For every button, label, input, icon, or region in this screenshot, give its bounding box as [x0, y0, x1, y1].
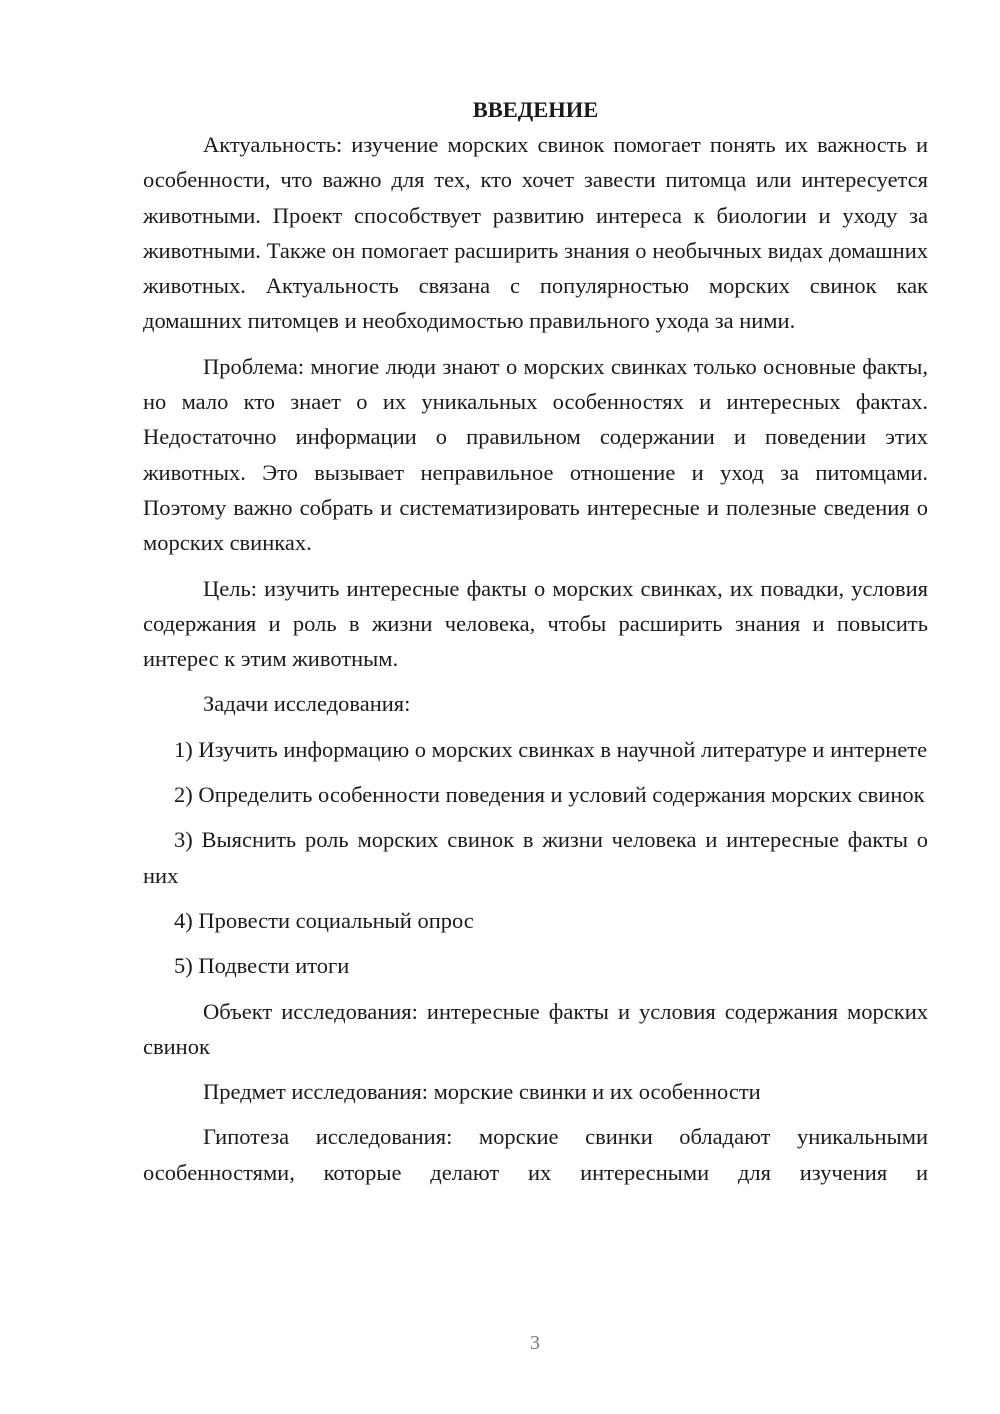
- paragraph-hypothesis: Гипотеза исследования: морские свинки обладают уникальными особенностями, которые делают их интересными для изучения и: [143, 1124, 928, 1185]
- paragraph-goal: Цель: изучить интересные факты о морских свинках, их повадки, условия содержания и роль в жизни человека, чтобы расширить знания и повысить интерес к этим животным.: [143, 575, 928, 672]
- task-item: 5) Подвести итоги: [174, 953, 350, 979]
- page-title: ВВЕДЕНИЕ: [472, 97, 599, 122]
- page-number: 3: [530, 1332, 540, 1354]
- tasks-list: [143, 732, 928, 984]
- task-item: 3) Выяснить роль морских свинок в жизни человека и интересные факты о них: [143, 827, 928, 888]
- paragraph-relevance: Актуальность: изучение морских свинок помогает понять их важность и особенности, что важно для тех, кто хочет завести питомца или интересуется животными. Проект способствует развитию интереса к биологии и уходу за животными. Также он помогает расширить знания о необычных видах домашних животных. Актуальность связана с популярностью морских свинок как домашних питомцев и необходимостью правильного ухода за ними.: [143, 132, 928, 334]
- page-content: [143, 93, 928, 1190]
- paragraph-subject: Предмет исследования: морские свинки и их особенности: [203, 1079, 761, 1105]
- paragraph-object: Объект исследования: интересные факты и условия содержания морских свинок: [143, 998, 928, 1059]
- task-item: 1) Изучить информацию о морских свинках в научной литературе и интернете: [174, 736, 928, 762]
- paragraph-problem: Проблема: многие люди знают о морских свинках только основные факты, но мало кто знает о их уникальных особенностях и интересных фактах. Недостаточно информации о правильном содержании и поведении этих животных. Это вызывает неправильное отношение и уход за питомцами. Поэтому важно собрать и систематизировать интересные и полезные сведения о морских свинках.: [143, 353, 928, 556]
- tasks-heading: Задачи исследования:: [203, 691, 411, 717]
- task-item: 2) Определить особенности поведения и условий содержания морских свинок: [174, 782, 925, 808]
- task-item: 4) Провести социальный опрос: [174, 907, 474, 933]
